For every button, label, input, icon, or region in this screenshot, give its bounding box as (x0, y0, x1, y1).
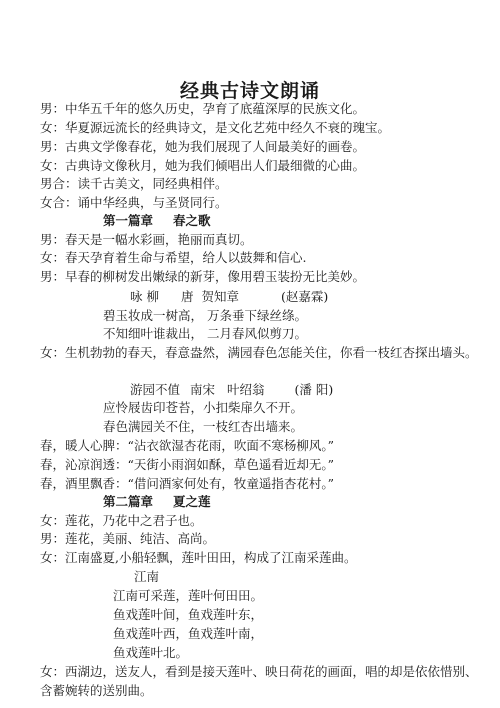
intro-line: 女合：诵中华经典，与圣贤同行。 (40, 195, 228, 210)
page-title: 经典古诗文朗诵 (179, 80, 320, 102)
poem-author: 叶绍翁 (227, 382, 265, 397)
intro-line: 女：古典诗文像秋月，她为我们倾唱出人们最细微的心曲。 (40, 158, 366, 173)
poem-title: 游园不值 (130, 382, 181, 397)
poem-reciter: (赵嘉霖) (281, 289, 329, 304)
poem-dynasty: 唐 (180, 289, 194, 304)
dialogue-line: 男：春天是一幅水彩画，艳丽而真切。 (40, 232, 253, 247)
poem-line: 鱼戏莲叶北。 (113, 645, 189, 660)
poem-line: 鱼戏莲叶间，鱼戏莲叶东， (113, 607, 264, 622)
poem-header (130, 382, 333, 398)
poem-reciter: (潘 阳) (294, 382, 334, 397)
quote-line: 春，酒里飘香：“借问酒家何处有，牧童遥指杏花村。” (40, 476, 335, 491)
poem-header (130, 289, 328, 305)
dialogue-line: 女：春天孕育着生命与希望，给人以鼓舞和信心. (40, 250, 307, 265)
dialogue-line: 男：早春的柳树发出嫩绿的新芽，像用碧玉装扮无比美妙。 (40, 269, 366, 284)
poem-line: 江南可采莲，莲叶何田田。 (113, 588, 264, 603)
poem-line: 碧玉妆成一树高， 万条垂下绿丝绦。 (103, 308, 307, 323)
dialogue-line: 含蓄婉转的送别曲。 (40, 683, 153, 698)
poem-title: 江南 (134, 569, 160, 584)
chapter-name: 夏之莲 (173, 494, 211, 509)
poem-dynasty: 南宋 (190, 382, 216, 397)
poem-author: 贺知章 (201, 289, 240, 304)
quote-line: 春，暖人心脾：“沾衣欲湿杏花雨，吹面不寒杨柳风。” (40, 438, 335, 453)
intro-line: 男合：读千古美文，同经典相伴。 (40, 176, 228, 191)
dialogue-line: 男：莲花，美丽、纯洁、高尚。 (40, 531, 216, 546)
poem-line: 春色满园关不住，一枝红杏出墙来。 (103, 419, 304, 434)
intro-line: 女：华夏源远流长的经典诗文，是文化艺苑中经久不衰的瑰宝。 (40, 120, 391, 135)
chapter-heading (103, 213, 211, 229)
dialogue-line: 女：莲花，乃花中之君子也。 (40, 513, 203, 528)
chapter-name: 春之歌 (173, 213, 211, 228)
chapter-heading (103, 494, 211, 510)
poem-line: 不知细叶谁裁出， 二月春风似剪刀。 (103, 326, 307, 341)
dialogue-line: 女：生机勃勃的春天，春意盎然，满园春色怎能关住，你看一枝红杏探出墙头。 (40, 345, 478, 360)
intro-line: 男：中华五千年的悠久历史，孕育了底蕴深厚的民族文化。 (40, 101, 366, 116)
poem-line: 鱼戏莲叶西，鱼戏莲叶南， (113, 626, 264, 641)
chapter-label: 第一篇章 (103, 213, 154, 228)
dialogue-line: 女：西湖边，送友人，看到是接天莲叶、映日荷花的画面，唱的却是依依惜别、 (40, 664, 478, 679)
quote-line: 春，沁凉润透：“天街小雨润如酥，草色遥看近却无。” (40, 457, 335, 472)
dialogue-line: 女：江南盛夏,小船轻飘，莲叶田田，构成了江南采莲曲。 (40, 550, 357, 565)
poem-title: 咏 柳 (130, 289, 159, 304)
poem-line: 应怜屐齿印苍苔，小扣柴扉久不开。 (103, 400, 304, 415)
intro-line: 男：古典文学像春花，她为我们展现了人间最美好的画卷。 (40, 139, 366, 154)
chapter-label: 第二篇章 (103, 494, 154, 509)
